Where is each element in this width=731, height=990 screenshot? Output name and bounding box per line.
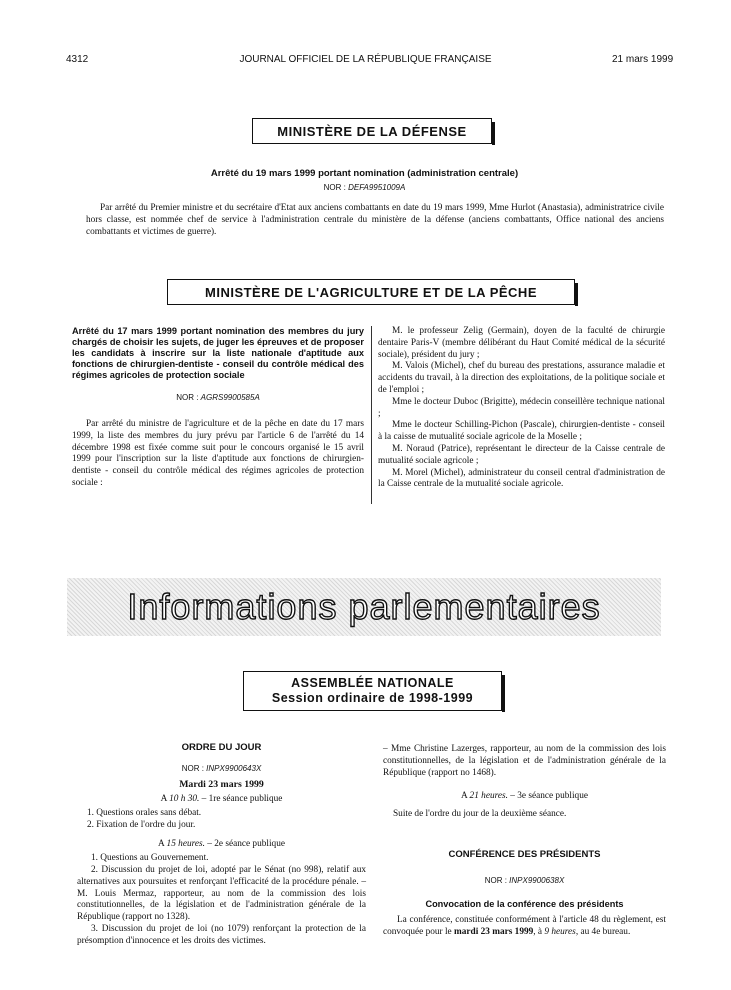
seance-2-heading: A 15 heures. – 2e séance publique [158,839,285,850]
agriculture-nor: NOR : AGRS9900585A [176,393,260,402]
agenda-item: 3. Discussion du projet de loi (no 1079) renforçant la protection de la présomption d'innocence et les droits des victimes. [77,923,366,946]
convocation-title: Convocation de la conférence des présidents [425,898,624,909]
defense-body: Par arrêté du Premier ministre et du secrétaire d'Etat aux anciens combattants en date du 19 mars 1999, Mme Hurlot (Anastasia), administratrice civile hors classe, est nommée chef de service à l'administration centrale du ministère de la défense (anciens combattants, Office national des anciens combattants et victimes de guerre). [86,203,664,237]
box-shadow [492,122,495,145]
assemblee-title: ASSEMBLÉE NATIONALE [291,676,454,690]
jury-member: M. le professeur Zelig (Germain), doyen de la faculté de chirurgie dentaire Paris-V (membre délibérant du Haut Comité médical de la sécurité sociale), président du jury ; [378,326,665,360]
seance-1-heading: A 10 h 30. – 1re séance publique [160,794,283,804]
seance-3-text: Suite de l'ordre du jour de la deuxième séance. [393,809,567,820]
seance-1-items [77,808,366,832]
jury-member: Mme le docteur Duboc (Brigitte), médecin conseillère technique national ; [378,396,665,419]
agriculture-body: Par arrêté du ministre de l'agriculture et de la pêche en date du 17 mars 1999, la liste des membres du jury prévu par l'article 6 de l'arrêté du 14 décembre 1998 est fixée comme suit pour le concours organisé le 15 avril 1999 pour l'inscription sur la liste d'aptitude aux fonctions de chirurgien-dentiste - conseil du contrôle médical des régimes agricoles de protection sociale : [72,419,364,488]
ministry-agriculture-box [167,279,575,305]
jury-member: M. Valois (Michel), chef du bureau des prestations, assurance maladie et accidents du travail, à la direction des exploitations, de la politique sociale et de l'emploi ; [378,361,665,395]
ordre-du-jour-column [77,742,366,948]
agenda-item: 2. Discussion du projet de loi, adopté par le Sénat (no 998), relatif aux alternatives aux poursuites et renforçant l'efficacité de la procédure pénale. – M. Louis Mermaz, rapporteur, au nom de la commission des lois constitutionnelles, de la législation et de l'administration générale de la République (rapport no 1328). [77,864,366,923]
agenda-item: 2. Fixation de l'ordre du jour. [87,819,196,830]
assemblee-box [243,671,502,711]
agenda-item: 1. Questions au Gouvernement. [91,853,209,864]
journal-title: JOURNAL OFFICIEL DE LA RÉPUBLIQUE FRANÇAISE [239,54,492,65]
defense-nor: NOR : DEFA9951009A [323,183,406,192]
lazerges-text: – Mme Christine Lazerges, rapporteur, au nom de la commission des lois constitutionnelles, de la législation et de l'administration générale de la République (rapport no 1468). [383,744,666,778]
box-shadow [575,283,578,306]
jury-member: Mme le docteur Schilling-Pichon (Pascale), chirurgien-dentiste - conseil à la caisse de mutualité sociale agricole de la Moselle ; [378,420,665,443]
column-divider [371,326,372,504]
defense-arrete-title: Arrêté du 19 mars 1999 portant nomination (administration centrale) [210,168,519,179]
agriculture-arrete-title: Arrêté du 17 mars 1999 portant nomination des membres du jury chargés de choisir les sujets, de juger les épreuves et de proposer les candidats à inscrire sur la liste nationale d'aptitude aux fonctions de chirurgien-dentiste - conseil du contrôle médical des régimes agricoles de protection sociale [72,326,364,380]
right-column [383,744,666,939]
conference-nor-code: INPX9900638X [509,875,565,885]
jury-members-list [378,326,665,491]
ministry-defense-box [252,118,492,144]
convocation-text: La conférence, constituée conformément à l'article 48 du règlement, est convoquée pour le mardi 23 mars 1999, à 9 heures, au 4e bureau. [383,914,666,937]
agenda-item: 1. Questions orales sans débat. [87,807,202,818]
ordre-nor: NOR : INPX9900643X [181,764,262,773]
issue-date: 21 mars 1999 [612,54,674,65]
seance-3-heading: A 21 heures. – 3e séance publique [461,791,588,802]
jury-member: M. Morel (Michel), administrateur du conseil central d'administration de la Caisse centrale de la mutualité sociale agricole. [378,467,665,490]
banner-title: Informations parlementaires [127,586,601,627]
ordre-du-jour-title: ORDRE DU JOUR [181,742,262,753]
session-title: Session ordinaire de 1998-1999 [271,691,474,705]
agriculture-left-column [72,326,364,490]
seance-2-items [77,853,366,947]
box-shadow [502,675,505,712]
agriculture-nor-code: AGRS9900585A [200,393,260,402]
session-date: Mardi 23 mars 1999 [179,779,264,790]
ministry-defense-title: MINISTÈRE DE LA DÉFENSE [277,123,467,139]
page-number: 4312 [66,54,89,65]
conference-nor: NOR : INPX9900638X [484,875,565,885]
jury-member: M. Noraud (Patrice), représentant le directeur de la Caisse centrale de mutualité sociale agricole ; [378,443,665,466]
conference-title: CONFÉRENCE DES PRÉSIDENTS [448,848,601,860]
ministry-agriculture-title: MINISTÈRE DE L'AGRICULTURE ET DE LA PÊCHE [205,284,537,300]
defense-nor-code: DEFA9951009A [348,183,406,192]
ordre-nor-code: INPX9900643X [206,764,262,773]
informations-banner [67,578,661,636]
